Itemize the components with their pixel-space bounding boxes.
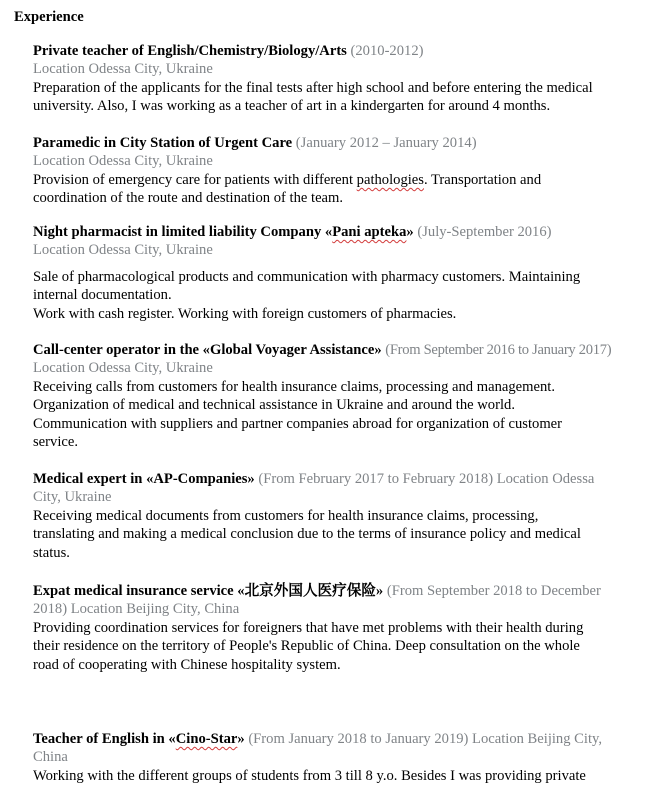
job-description-line: their residence on the territory of People's Republic of China. Deep consultation on the whole	[33, 638, 580, 655]
job-location: Location Odessa City, Ukraine	[33, 61, 213, 78]
job-dates: (From September 2018 to December	[386, 583, 601, 599]
job-dates: (From January 2018 to January 2019) Location Beijing City,	[248, 731, 603, 747]
job-title: Paramedic in City Station of Urgent Care	[33, 135, 293, 151]
job-description-line: Work with cash register. Working with foreign customers of pharmacies.	[33, 305, 457, 322]
job-location: Location Odessa City, Ukraine	[33, 153, 213, 170]
job-description-line: coordination of the route and destination of the team.	[33, 190, 344, 207]
job-dates: (July-September 2016)	[417, 224, 552, 240]
job-dates: (January 2012 – January 2014)	[295, 135, 477, 151]
job-header	[33, 223, 663, 241]
job-location: China	[33, 749, 68, 766]
job-description-line: service.	[33, 434, 78, 451]
job-description-line: Receiving calls from customers for health insurance claims, processing and management.	[33, 378, 555, 395]
section-title: Experience	[14, 9, 84, 25]
job-header	[33, 134, 663, 152]
job-header	[33, 730, 663, 748]
job-description-line: university. Also, I was working as a teacher of art in a kindergarten for around 4 months.	[33, 98, 551, 115]
job-description-line: Sale of pharmacological products and communication with pharmacy customers. Maintaining	[33, 268, 581, 285]
job-title: Night pharmacist in limited liability Company «Pani apteka»	[33, 224, 414, 240]
job-header	[33, 470, 663, 488]
spellcheck-underline: Cino-Star	[175, 731, 238, 747]
job-header	[33, 42, 663, 60]
job-entry-night-pharmacist	[33, 223, 663, 323]
job-entry-medical-expert	[33, 470, 663, 562]
job-description-line: Providing coordination services for foreigners that have met problems with their health during	[33, 619, 584, 636]
job-title: Expat medical insurance service «北京外国人医疗保险»	[33, 583, 384, 599]
job-location: City, Ukraine	[33, 489, 112, 506]
job-description-line: Provision of emergency care for patients with different pathologies. Transportation and	[33, 171, 542, 188]
job-description-line: status.	[33, 544, 70, 561]
job-dates: (From September 2016 to January 2017)	[385, 342, 612, 358]
job-title: Call-center operator in the «Global Voyager Assistance»	[33, 342, 382, 358]
job-description-line: translating and making a medical conclusion due to the terms of insurance policy and medical	[33, 526, 581, 543]
job-entry-private-teacher	[33, 42, 663, 116]
spellcheck-underline: pathologies	[356, 171, 424, 188]
job-header	[33, 582, 663, 600]
job-title: Medical expert in «AP-Companies»	[33, 471, 255, 487]
job-entry-call-center	[33, 341, 663, 451]
job-location: Location Odessa City, Ukraine	[33, 242, 213, 259]
job-description-line: Organization of medical and technical assistance in Ukraine and around the world.	[33, 397, 515, 414]
job-description-line: Working with the different groups of students from 3 till 8 y.o. Besides I was providing private	[33, 767, 586, 784]
job-description-line: Communication with suppliers and partner companies abroad for organization of customer	[33, 415, 563, 432]
job-title: Teacher of English in «Cino-Star»	[33, 731, 245, 747]
job-entry-paramedic	[33, 134, 663, 208]
job-description-line: Preparation of the applicants for the final tests after high school and before entering the medical	[33, 79, 593, 96]
job-description-line: road of cooperating with Chinese hospitality system.	[33, 656, 341, 673]
job-location: Location Odessa City, Ukraine	[33, 360, 213, 377]
job-dates: (From February 2017 to February 2018) Location Odessa	[258, 471, 595, 487]
job-location: 2018) Location Beijing City, China	[33, 601, 240, 618]
job-header	[33, 341, 663, 359]
job-entry-english-teacher	[33, 730, 663, 785]
job-entry-expat-insurance	[33, 582, 663, 674]
job-title: Private teacher of English/Chemistry/Biology/Arts	[33, 43, 347, 59]
job-description-line: Receiving medical documents from customers for health insurance claims, processing,	[33, 507, 539, 524]
job-description-line: internal documentation.	[33, 287, 172, 304]
spellcheck-underline: Pani apteka	[332, 224, 407, 240]
job-dates: (2010-2012)	[350, 43, 424, 59]
